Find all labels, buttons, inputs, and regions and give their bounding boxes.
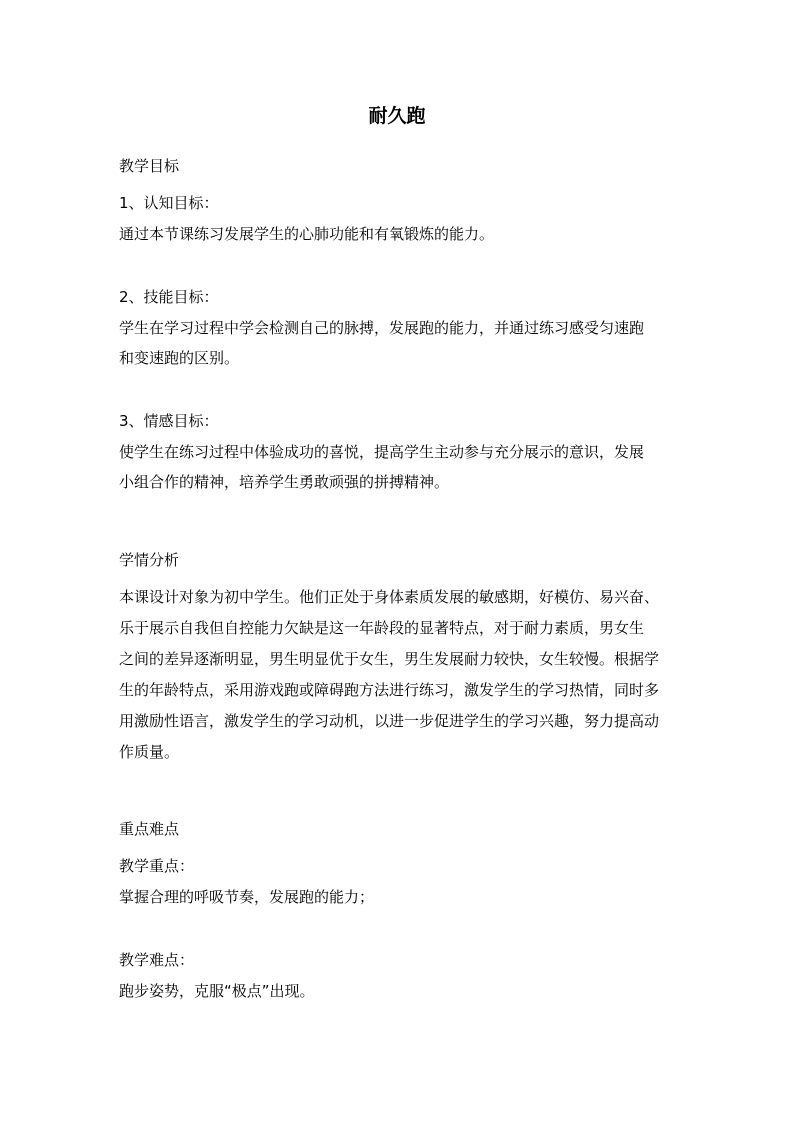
affective-objective-text-line: 小组合作的精神，培养学生勇敢顽强的拼搏精神。 — [119, 473, 450, 491]
analysis-text-line: 生的年龄特点，采用游戏跑或障碍跑方法进行练习，激发学生的学习热情，同时多 — [119, 681, 660, 699]
analysis-text-line: 本课设计对象为初中学生。他们正处于身体素质发展的敏感期，好模仿、易兴奋、 — [119, 588, 660, 606]
affective-objective-label: 3、情感目标： — [119, 412, 219, 430]
section-heading-analysis: 学情分析 — [119, 551, 180, 569]
teaching-difficulty-label: 教学难点： — [119, 951, 195, 969]
analysis-text-line: 作质量。 — [119, 743, 180, 761]
analysis-text-line: 之间的差异逐渐明显，男生明显优于女生，男生发展耐力较快，女生较慢。根据学 — [119, 650, 660, 668]
document-title: 耐久跑 — [368, 105, 426, 127]
teaching-difficulty-text: 跑步姿势，克服“极点”出现。 — [119, 982, 315, 1000]
section-heading-objectives: 教学目标 — [119, 157, 180, 175]
teaching-focus-label: 教学重点： — [119, 857, 195, 875]
section-heading-key-points: 重点难点 — [119, 820, 180, 838]
skill-objective-label: 2、技能目标： — [119, 288, 219, 306]
analysis-text-line: 乐于展示自我但自控能力欠缺是这一年龄段的显著特点，对于耐力素质，男女生 — [119, 619, 645, 637]
teaching-focus-text: 掌握合理的呼吸节奏，发展跑的能力； — [119, 888, 375, 906]
cognitive-objective-label: 1、认知目标： — [119, 194, 219, 212]
analysis-text-line: 用激励性语言，激发学生的学习动机，以进一步促进学生的学习兴趣，努力提高动 — [119, 712, 660, 730]
affective-objective-text-line: 使学生在练习过程中体验成功的喜悦，提高学生主动参与充分展示的意识，发展 — [119, 443, 645, 461]
skill-objective-text-line: 和变速跑的区别。 — [119, 349, 240, 367]
cognitive-objective-text: 通过本节课练习发展学生的心肺功能和有氧锻炼的能力。 — [119, 225, 495, 243]
skill-objective-text-line: 学生在学习过程中学会检测自己的脉搏，发展跑的能力，并通过练习感受匀速跑 — [119, 319, 645, 337]
